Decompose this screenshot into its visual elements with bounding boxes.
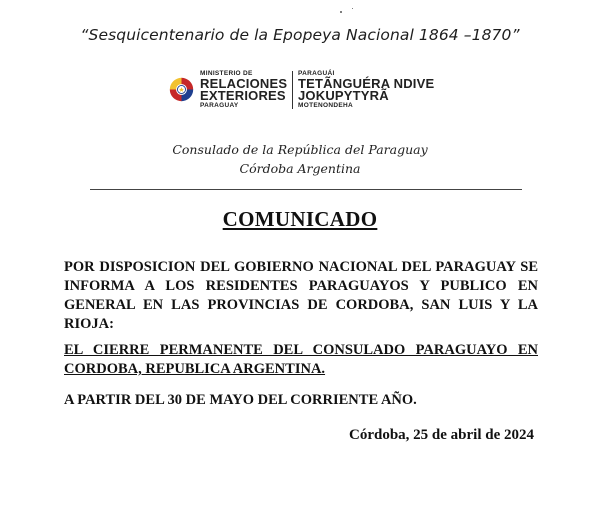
consulate-name: Consulado de la República del Paraguay [172,142,428,157]
consulate-location: Córdoba Argentina [239,161,361,176]
ministry-label-small: MINISTERIO DE [200,70,253,77]
header-divider [90,189,522,190]
ministry-name-guarani [298,70,434,110]
national-seal-icon [168,76,195,103]
document-date: Córdoba, 25 de abril de 2024 [348,427,534,443]
ministry-logo [168,67,468,117]
announcement-paragraph: POR DISPOSICION DEL GOBIERNO NACIONAL DEL PARAGUAY SE INFORMA A LOS RESIDENTES PARAGUAYOS Y PUBLICO EN GENERAL EN LAS PROVINCIAS DE CORDOBA, SAN LUIS Y LA RIOJA: [64,259,538,332]
ministry-name-spanish [200,70,287,110]
ministry-gn-bottom: MOTENONDEHA [298,102,353,109]
consulate-letterhead [0,140,600,178]
motto-header: “Sesquicentenario de la Epopeya Nacional 1864 –1870” [80,26,520,44]
logo-divider [292,71,293,109]
effective-date-notice: A PARTIR DEL 30 DE MAYO DEL CORRIENTE AÑO. [64,392,417,408]
scan-speck [352,8,353,9]
ministry-gn-line2: JOKUPYTYRÃ [298,88,389,103]
document-title: COMUNICADO [222,207,378,231]
ministry-label-country: PARAGUAY [200,102,239,109]
closure-notice: EL CIERRE PERMANENTE DEL CONSULADO PARAGUAYO EN CORDOBA, REPUBLICA ARGENTINA. [64,342,538,377]
ministry-gn-line1: TETÃNGUÉRA NDIVE [298,76,435,91]
scan-speck [340,11,342,13]
ministry-gn-small: PARAGUÁI [298,70,335,77]
ministry-label-line2: EXTERIORES [200,88,286,103]
ministry-label-line1: RELACIONES [200,76,288,91]
